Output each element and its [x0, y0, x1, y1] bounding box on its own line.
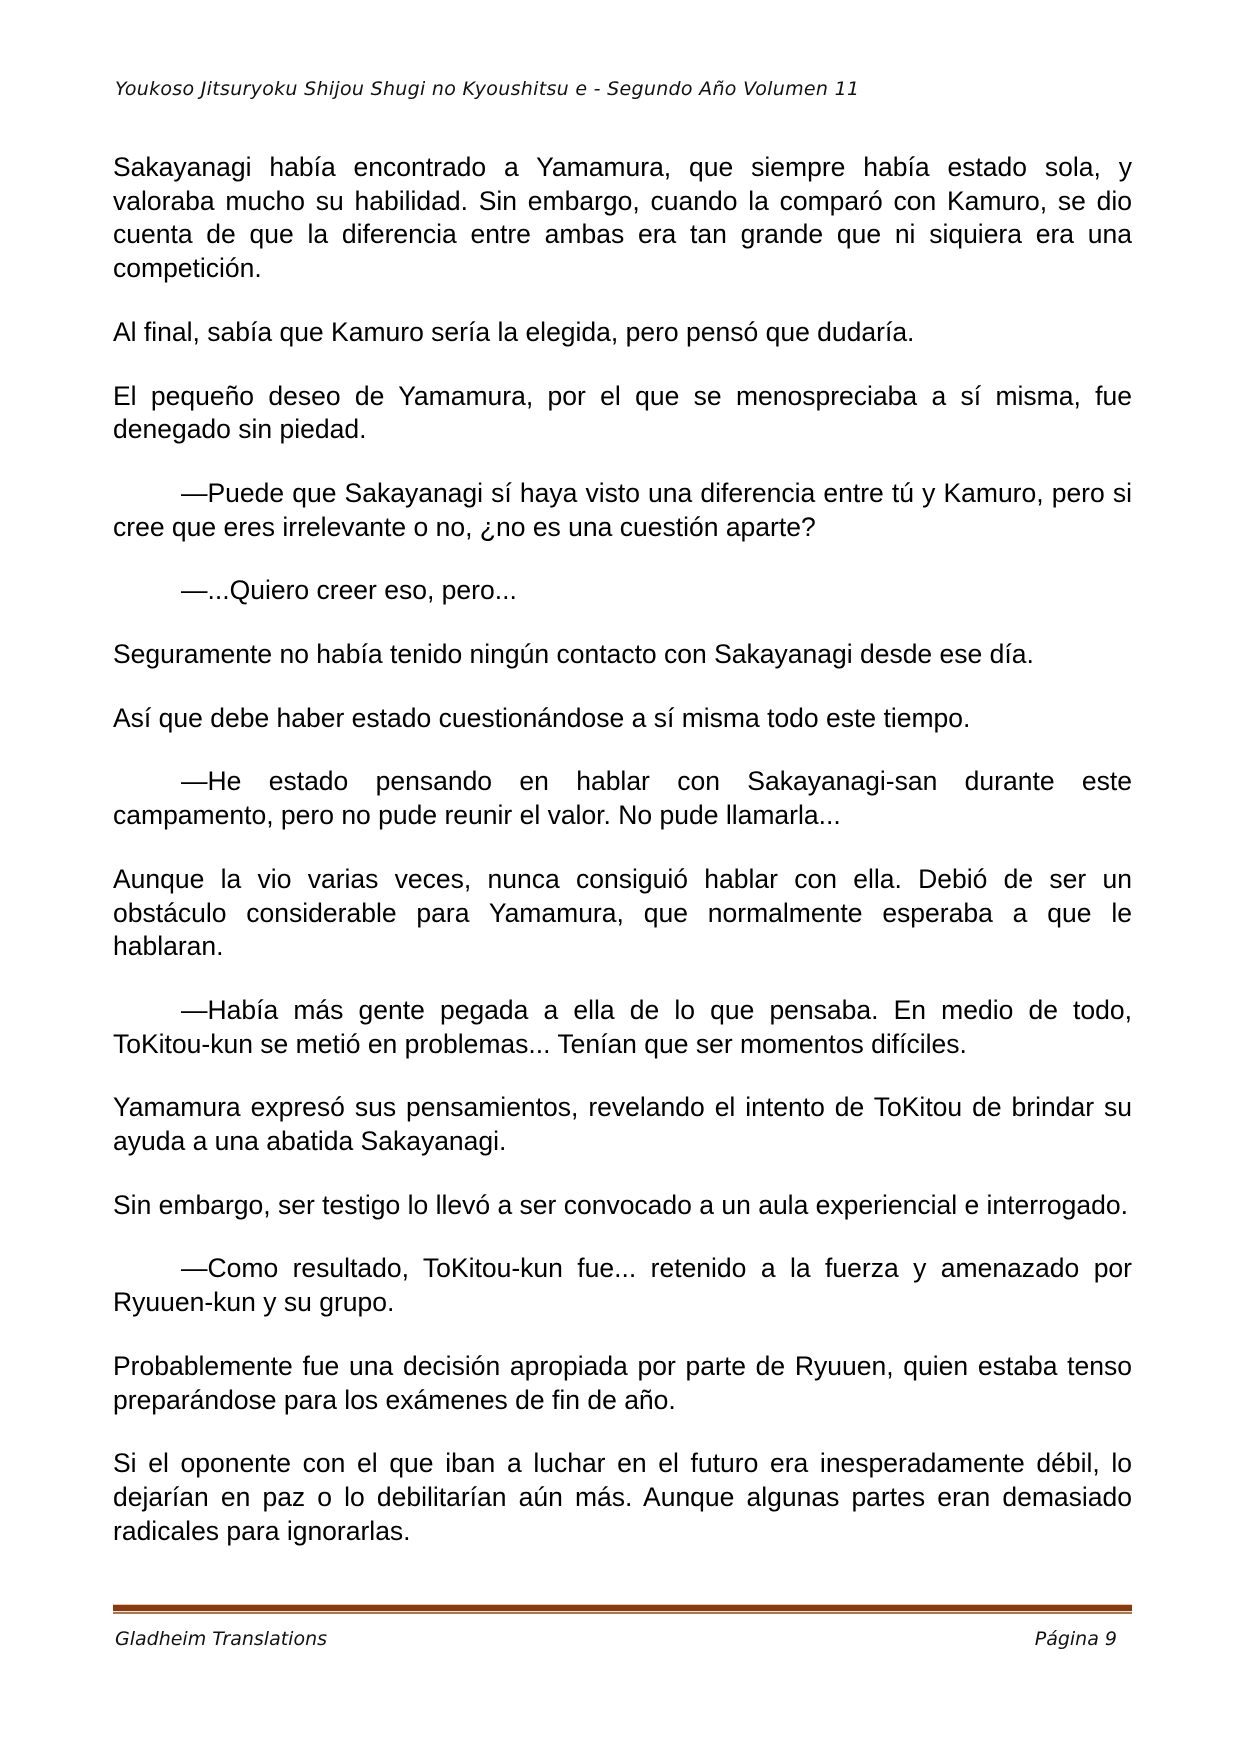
- footer-page-number: Página 9: [1034, 1628, 1117, 1650]
- dialogue-paragraph: —He estado pensando en hablar con Sakayanagi-san durante este campamento, pero no pude reunir el valor. No pude llamarla...: [113, 766, 1132, 831]
- paragraph: Al final, sabía que Kamuro sería la elegida, pero pensó que dudaría.: [113, 316, 915, 347]
- document-body: [113, 151, 1132, 1578]
- paragraph: Sakayanagi había encontrado a Yamamura, que siempre había estado sola, y valoraba mucho su habilidad. Sin embargo, cuando la comparó con Kamuro, se dio cuenta de que la diferencia entre ambas era tan grande que ni siquiera era una competición.: [113, 152, 1132, 284]
- paragraph: Probablemente fue una decisión apropiada por parte de Ryuuen, quien estaba tenso preparándose para los exámenes de fin de año.: [113, 1350, 1132, 1415]
- paragraph: Yamamura expresó sus pensamientos, revelando el intento de ToKitou de brindar su ayuda a una abatida Sakayanagi.: [113, 1092, 1132, 1157]
- dialogue-paragraph: —Como resultado, ToKitou-kun fue... retenido a la fuerza y amenazado por Ryuuen-kun y su grupo.: [113, 1253, 1132, 1318]
- paragraph: Seguramente no había tenido ningún contacto con Sakayanagi desde ese día.: [113, 639, 1034, 670]
- footer-divider: [113, 1604, 1132, 1616]
- paragraph: Si el oponente con el que iban a luchar en el futuro era inesperadamente débil, lo dejarían en paz o lo debilitarían aún más. Aunque algunas partes eran demasiado radicales para ignorarlas.: [113, 1448, 1132, 1546]
- paragraph: Sin embargo, ser testigo lo llevó a ser convocado a un aula experiencial e interrogado.: [113, 1189, 1128, 1220]
- dialogue-paragraph: —...Quiero creer eso, pero...: [181, 575, 517, 606]
- footer-publisher: Gladheim Translations: [115, 1628, 328, 1650]
- dialogue-paragraph: —Puede que Sakayanagi sí haya visto una diferencia entre tú y Kamuro, pero si cree que eres irrelevante o no, ¿no es una cuestión aparte?: [113, 477, 1132, 542]
- paragraph: Aunque la vio varias veces, nunca consiguió hablar con ella. Debió de ser un obstáculo considerable para Yamamura, que normalmente esperaba a que le hablaran.: [113, 863, 1132, 962]
- dialogue-paragraph: —Había más gente pegada a ella de lo que pensaba. En medio de todo, ToKitou-kun se metió en problemas... Tenían que ser momentos difíciles.: [113, 994, 1132, 1059]
- page-header-title: Youkoso Jitsuryoku Shijou Shugi no Kyoushitsu e - Segundo Año Volumen 11: [115, 78, 860, 100]
- paragraph: El pequeño deseo de Yamamura, por el que se menospreciaba a sí misma, fue denegado sin piedad.: [113, 380, 1132, 445]
- paragraph: Así que debe haber estado cuestionándose a sí misma todo este tiempo.: [113, 702, 971, 733]
